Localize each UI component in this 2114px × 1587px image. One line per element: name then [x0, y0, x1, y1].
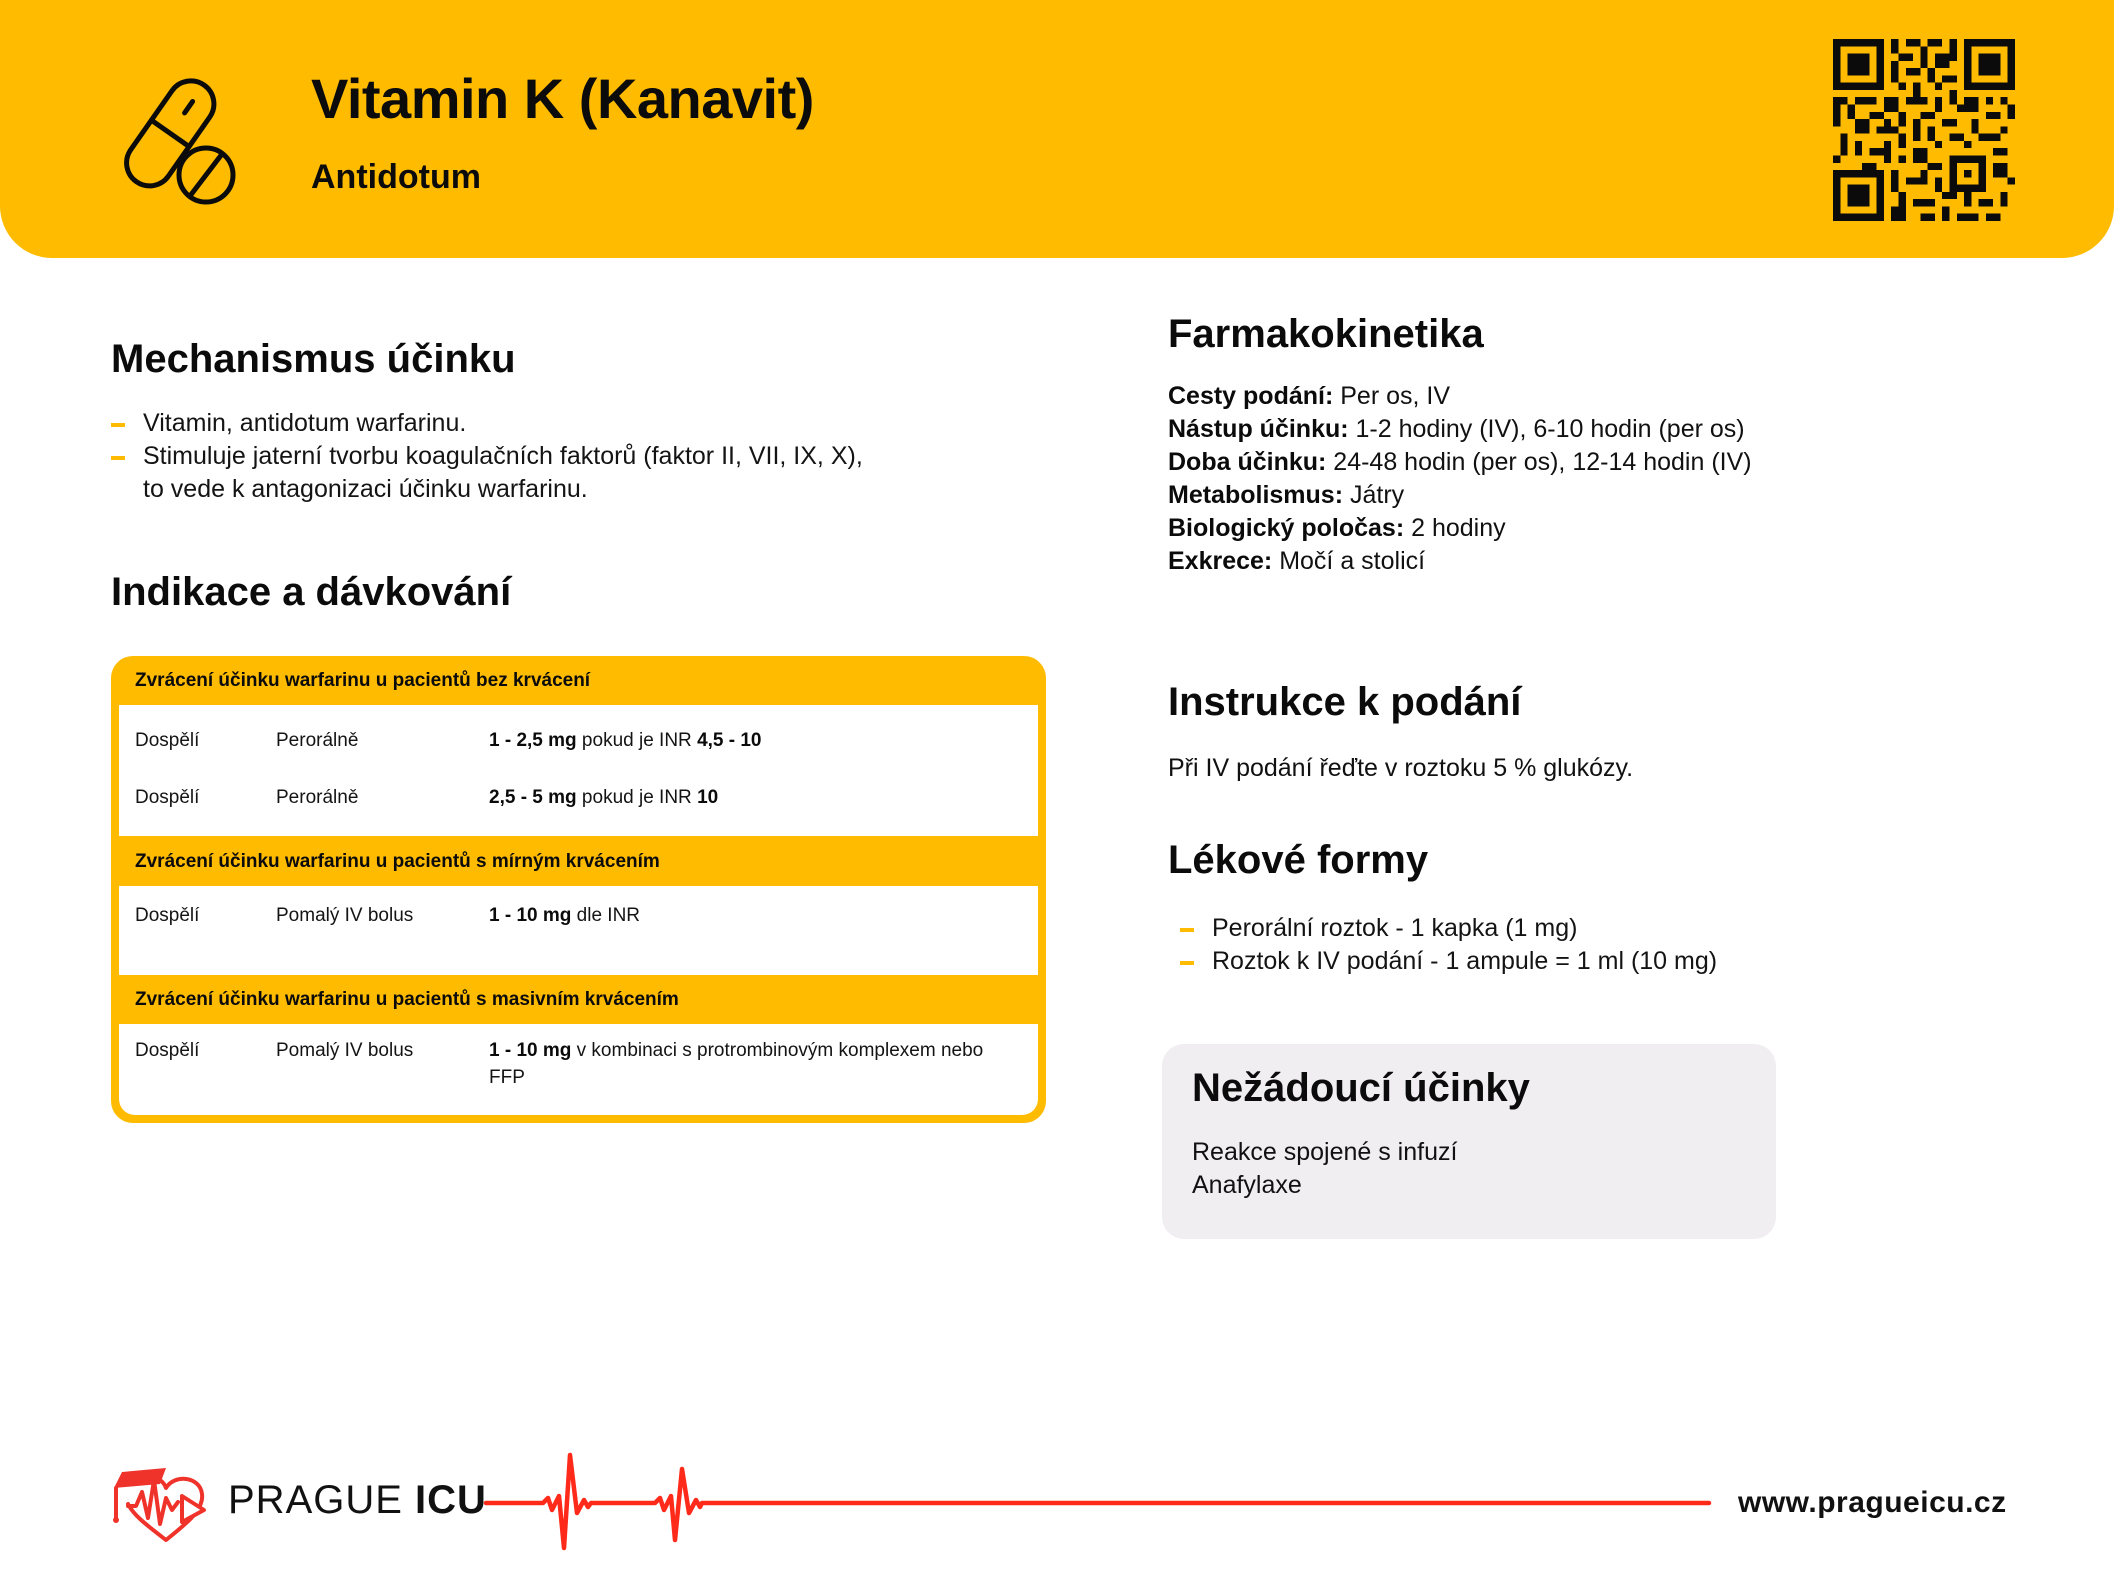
dose-cell: 1 - 2,5 mg pokud je INR 4,5 - 10 [489, 730, 762, 751]
section-heading-indications: Indikace a dávkování [111, 570, 512, 614]
route-cell: Perorálně [276, 787, 359, 808]
list-item: Stimuluje jaterní tvorbu koagulačních faktorů (faktor II, VII, IX, X), to vede k antagonizaci účinku warfarinu. [111, 440, 883, 506]
section-heading-forms: Lékové formy [1168, 838, 1429, 882]
adverse-effects-list [1192, 1136, 1457, 1202]
forms-list [1180, 912, 1880, 978]
pk-item: Nástup účinku: 1-2 hodiny (IV), 6-10 hodin (per os) [1168, 415, 1745, 443]
website-link[interactable]: www.pragueicu.cz [1738, 1486, 2007, 1519]
pharmacokinetics-list [1168, 380, 1868, 578]
pill-capsule-icon [118, 72, 236, 208]
dosing-table [111, 656, 1046, 1123]
list-item: Reakce spojené s infuzí [1192, 1138, 1458, 1166]
dosing-group-title: Zvrácení účinku warfarinu u pacientů s masivním krvácením [135, 989, 679, 1010]
route-cell: Pomalý IV bolus [276, 1040, 414, 1061]
pk-item: Metabolismus: Játry [1168, 481, 1405, 509]
mechanism-list [111, 407, 911, 506]
section-heading-mechanism: Mechanismus účinku [111, 337, 516, 381]
section-heading-pharmacokinetics: Farmakokinetika [1168, 312, 1484, 356]
list-item: Roztok k IV podání - 1 ampule = 1 ml (10 mg) [1180, 945, 1880, 978]
section-heading-administration: Instrukce k podání [1168, 680, 1522, 724]
route-cell: Perorálně [276, 730, 359, 751]
dosing-group-body [119, 886, 1038, 975]
pk-item: Biologický poločas: 2 hodiny [1168, 514, 1506, 542]
dosing-group-title: Zvrácení účinku warfarinu u pacientů bez krvácení [135, 670, 591, 691]
ecg-line-icon [480, 1440, 1720, 1560]
list-item: Vitamin, antidotum warfarinu. [111, 407, 911, 440]
dose-cell: 2,5 - 5 mg pokud je INR 10 [489, 787, 719, 808]
pk-item: Doba účinku: 24-48 hodin (per os), 12-14 hodin (IV) [1168, 448, 1752, 476]
route-cell: Pomalý IV bolus [276, 905, 414, 926]
population-cell: Dospělí [135, 1040, 200, 1061]
dosing-group-title: Zvrácení účinku warfarinu u pacientů s mírným krvácením [135, 851, 660, 872]
population-cell: Dospělí [135, 905, 200, 926]
prague-icu-logo-icon [108, 1458, 212, 1546]
dose-cell: 1 - 10 mg dle INR [489, 905, 641, 926]
pk-item: Exkrece: Močí a stolicí [1168, 547, 1426, 575]
administration-text: Při IV podání řeďte v roztoku 5 % glukózy. [1168, 754, 1634, 782]
brand-name: PRAGUE ICU [228, 1478, 487, 1522]
population-cell: Dospělí [135, 787, 200, 808]
dosing-group-body [119, 1024, 1038, 1115]
section-heading-adverse-effects: Nežádoucí účinky [1192, 1066, 1530, 1110]
dose-cell: 1 - 10 mg v kombinaci s protrombinovým komplexem nebo FFP [489, 1040, 984, 1088]
dosing-group-body [119, 705, 1038, 836]
page-title: Vitamin K (Kanavit) [311, 67, 814, 130]
qr-code-icon[interactable] [1833, 39, 2015, 221]
header-banner [0, 0, 2114, 258]
list-item: Perorální roztok - 1 kapka (1 mg) [1180, 912, 1880, 945]
adverse-effects-box [1162, 1044, 1776, 1239]
page-subtitle: Antidotum [311, 158, 481, 196]
pk-item: Cesty podání: Per os, IV [1168, 382, 1451, 410]
list-item: Anafylaxe [1192, 1171, 1302, 1199]
population-cell: Dospělí [135, 730, 200, 751]
